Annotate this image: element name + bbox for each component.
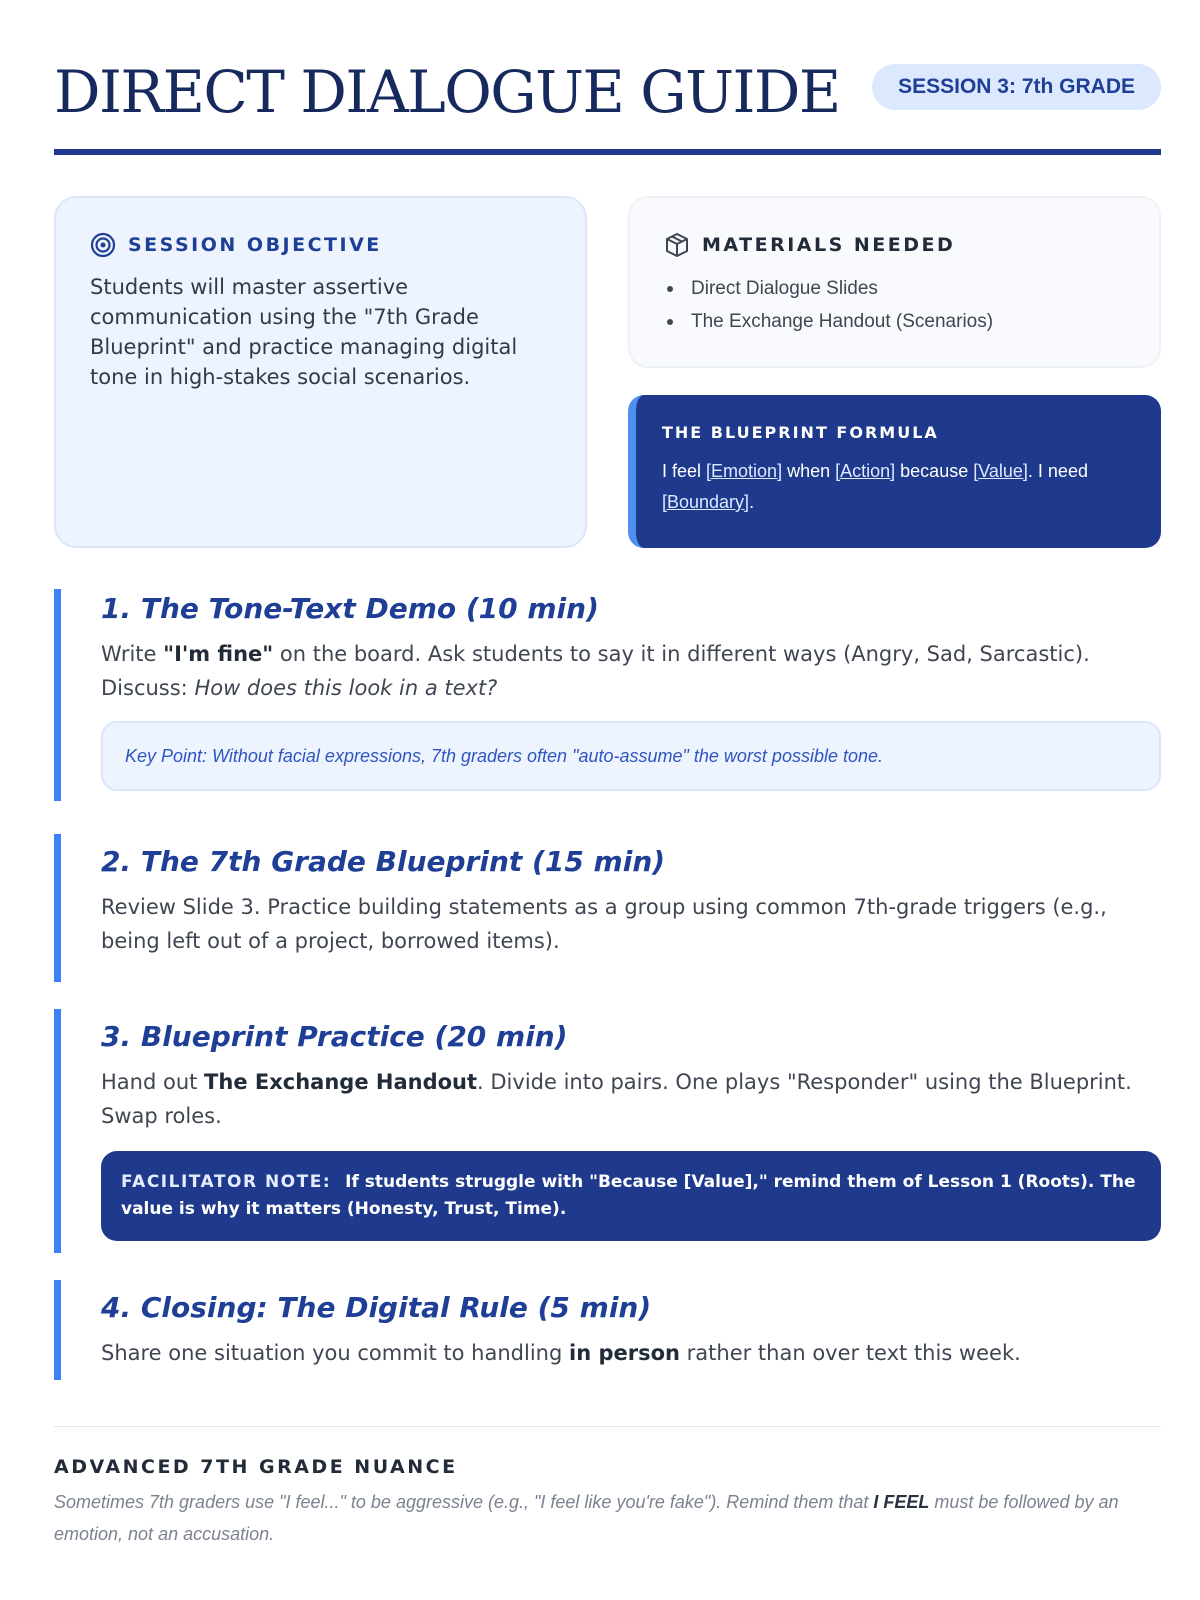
- formula-label: THE BLUEPRINT FORMULA: [662, 423, 939, 442]
- list-item: Direct Dialogue Slides: [664, 272, 1125, 305]
- section-title: 4. Closing: The Digital Rule (5 min): [101, 1291, 652, 1324]
- body-text: Share one situation you commit to handling: [101, 1341, 569, 1365]
- body-text: . Divide into pairs. One plays "Responder" using the Blueprint. Swap roles.: [101, 1070, 1132, 1128]
- body-text: rather than over text this week.: [679, 1341, 1021, 1365]
- header-divider: [54, 149, 1161, 155]
- section-blueprint-practice: [54, 1009, 1161, 1253]
- page-header: [54, 56, 1161, 156]
- section-tone-text-demo: [54, 589, 1161, 801]
- materials-list: [664, 272, 1125, 338]
- blueprint-formula-card: [628, 395, 1161, 548]
- formula-placeholder-emotion: [Emotion]: [706, 461, 783, 481]
- formula-placeholder-action: [Action]: [835, 461, 896, 481]
- materials-card: [628, 196, 1161, 368]
- facilitator-note: [101, 1151, 1161, 1241]
- materials-label: MATERIALS NEEDED: [702, 234, 956, 256]
- list-item: The Exchange Handout (Scenarios): [664, 305, 1125, 338]
- nuance-text-part: Sometimes 7th graders use "I feel..." to be aggressive (e.g., "I feel like you're fake"). Remind them that: [54, 1492, 874, 1512]
- objective-header: [90, 232, 551, 258]
- section-digital-rule: [54, 1280, 1161, 1380]
- formula-text-part: .: [749, 492, 755, 512]
- section-title: 2. The 7th Grade Blueprint (15 min): [101, 845, 666, 878]
- body-italic: How does this look in a text?: [194, 676, 498, 700]
- formula-text-part: . I need: [1027, 461, 1088, 481]
- formula-placeholder-boundary: [Boundary]: [662, 492, 750, 512]
- section-body: [101, 1065, 1161, 1133]
- formula-placeholder-value: [Value]: [973, 461, 1028, 481]
- body-text: Write: [101, 642, 164, 666]
- nuance-heading: ADVANCED 7TH GRADE NUANCE: [54, 1456, 458, 1478]
- body-text: on the board. Ask students to say it in different ways (Angry, Sad, Sarcastic). Discuss:: [101, 642, 1090, 700]
- facilitator-note-text: If students struggle with "Because [Value]," remind them of Lesson 1 (Roots). The value is why it matters (Honesty, Trust, Time).: [121, 1172, 1136, 1219]
- objective-text: Students will master assertive communication using the "7th Grade Blueprint" and practice managing digital tone in high-stakes social scenarios.: [90, 275, 518, 389]
- key-point-callout: Key Point: Without facial expressions, 7th graders often "auto-assume" the worst possible tone.: [101, 721, 1161, 791]
- formula-text: [662, 456, 1135, 518]
- materials-header: [664, 232, 1125, 258]
- nuance-text-part: must be followed by an emotion, not an accusation.: [54, 1492, 1119, 1544]
- footer-divider: [54, 1426, 1161, 1427]
- facilitator-note-label: FACILITATOR NOTE:: [121, 1172, 332, 1192]
- nuance-emphasis: I FEEL: [873, 1492, 930, 1512]
- body-emphasis: in person: [569, 1341, 680, 1365]
- body-emphasis: "I'm fine": [163, 642, 274, 666]
- nuance-text: [54, 1486, 1161, 1550]
- section-7th-grade-blueprint: [54, 834, 1161, 982]
- page-title: DIRECT DIALOGUE GUIDE: [54, 58, 840, 126]
- body-emphasis: The Exchange Handout: [204, 1070, 478, 1094]
- body-text: Hand out: [101, 1070, 205, 1094]
- formula-text-part: when: [782, 461, 836, 481]
- objective-label: SESSION OBJECTIVE: [128, 234, 382, 256]
- formula-text-part: I feel: [662, 461, 707, 481]
- section-body: [101, 637, 1161, 705]
- session-badge: SESSION 3: 7th GRADE: [872, 64, 1161, 110]
- section-body: [101, 1336, 1161, 1370]
- target-icon: [90, 232, 116, 258]
- section-title: 1. The Tone-Text Demo (10 min): [101, 592, 599, 625]
- section-body: Review Slide 3. Practice building statements as a group using common 7th-grade triggers (e.g., being left out of a project, borrowed items).: [101, 895, 1107, 953]
- section-title: 3. Blueprint Practice (20 min): [101, 1020, 568, 1053]
- box-icon: [664, 232, 690, 258]
- session-objective-card: [54, 196, 587, 548]
- formula-text-part: because: [895, 461, 974, 481]
